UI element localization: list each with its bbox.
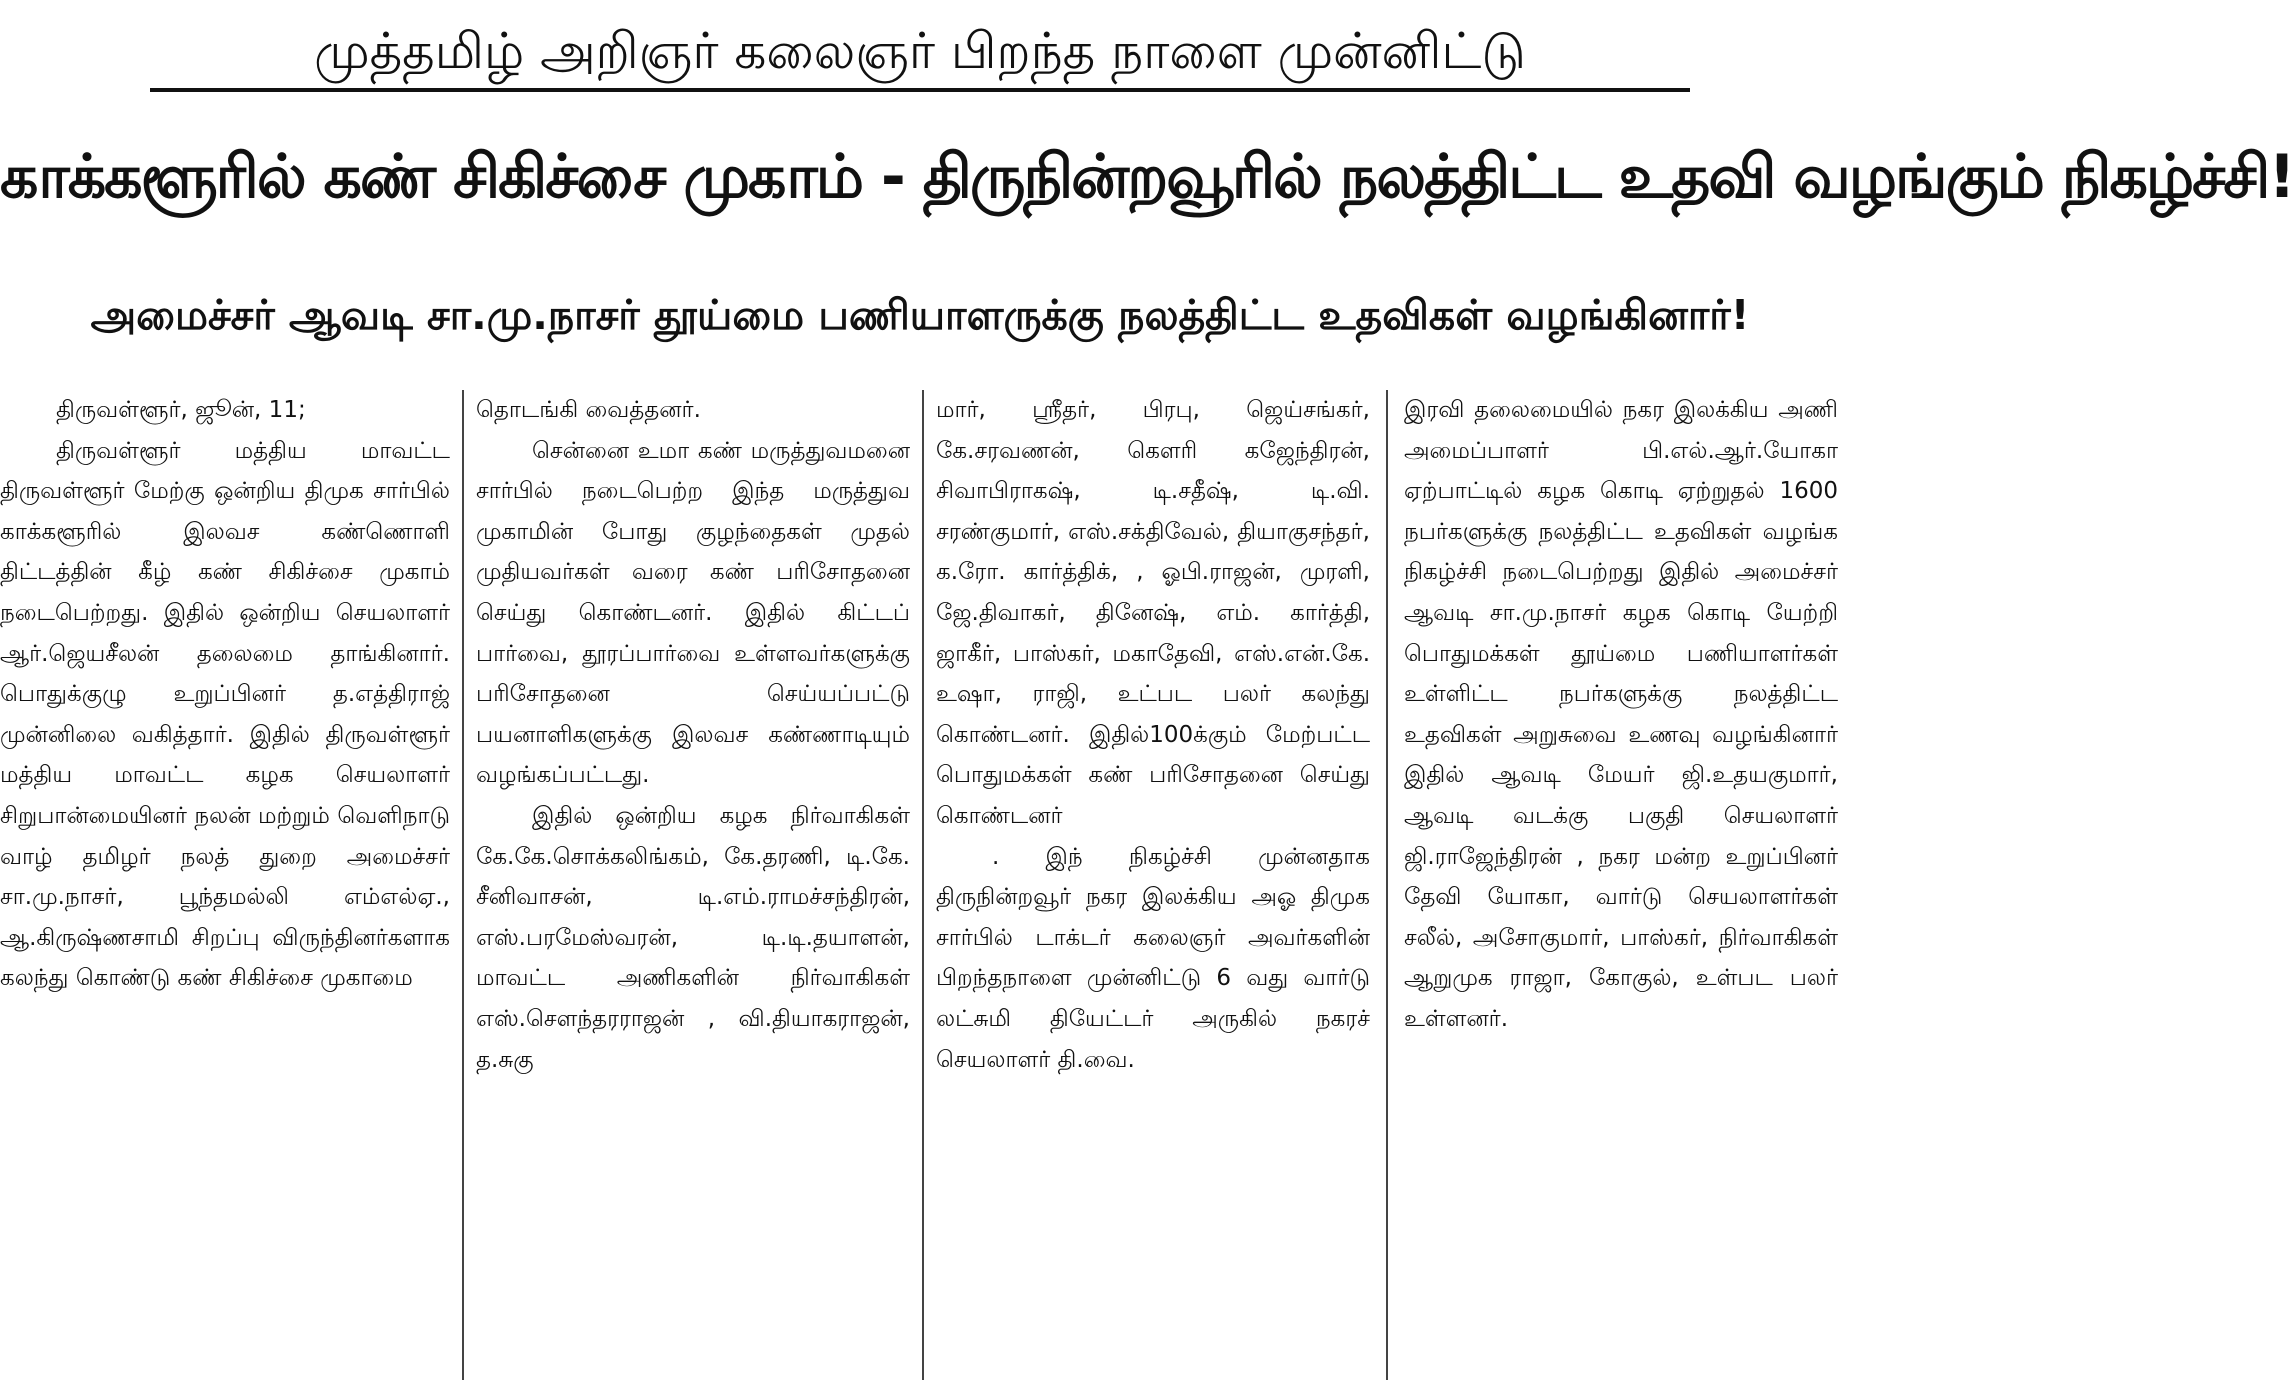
article-column-4 [1404, 390, 1838, 1380]
paragraph: சென்னை உமா கண் மருத்துவமனை சார்பில் நடைபெற்ற இந்த மருத்துவ முகாமின் போது குழந்தைகள் முதல் முதியவர்கள் வரை கண் பரிசோதனை செய்து கொண்டனர். இதில் கிட்டப் பார்வை, தூரப்பார்வை உள்ளவர்களுக்கு பரிசோதனை செய்யப்பட்டு பயனாளிகளுக்கு இலவச கண்ணாடியும் வழங்கப்பட்டது. [476, 437, 910, 789]
article-column-2 [476, 390, 910, 1380]
column-divider [922, 390, 924, 1380]
column-divider [462, 390, 464, 1380]
paragraph-continuation: தொடங்கி வைத்தனர். [476, 397, 701, 423]
paragraph: இதில் ஒன்றிய கழக நிர்வாகிகள் கே.கே.சொக்கலிங்கம், கே.தரணி, டி.கே. சீனிவாசன், டி.எம்.ராமச்சந்திரன், எஸ்.பரமேஸ்வரன், டி.டி.தயாளன், மாவட்ட அணிகளின் நிர்வாகிகள் எஸ்.சௌந்தரராஜன் , வி.தியாகராஜன், த.சுகு [476, 802, 910, 1073]
paragraph: திருவள்ளூர் மத்திய மாவட்ட திருவள்ளூர் மேற்கு ஒன்றிய திமுக சார்பில் காக்களூரில் இலவச கண்ணொளி திட்டத்தின் கீழ் கண் சிகிச்சை முகாம் நடைபெற்றது. இதில் ஒன்றிய செயலாளர் ஆர்.ஜெயசீலன் தலைமை தாங்கினார். பொதுக்குழு உறுப்பினர் த.எத்திராஜ் முன்னிலை வகித்தார். இதில் திருவள்ளூர் மத்திய மாவட்ட கழக செயலாளர் சிறுபான்மையினர் நலன் மற்றும் வெளிநாடு வாழ் தமிழர் நலத் துறை அமைச்சர் சா.மு.நாசர், பூந்தமல்லி எம்எல்ஏ., ஆ.கிருஷ்ணசாமி சிறப்பு விருந்தினர்களாக கலந்து கொண்டு கண் சிகிச்சை முகாமை [0, 437, 450, 992]
main-headline: காக்களூரில் கண் சிகிச்சை முகாம் - திருநின்றவூரில் நலத்திட்ட உதவி வழங்கும் நிகழ்ச்சி! [0, 142, 2294, 212]
paragraph-continuation: மார், ஸ்ரீதர், பிரபு, ஜெய்சங்கர், கே.சரவணன், கௌரி கஜேந்திரன், சிவாபிராகஷ், டி.சதீஷ், டி.வி. சரண்குமார், எஸ்.சக்திவேல், தியாகுசந்தர், க.ரோ. கார்த்திக், , ஓபி.ராஜன், முரளி, ஜே.திவாகர், தினேஷ், எம். கார்த்தி, ஜாகீர், பாஸ்கர், மகாதேவி, எஸ்.என்.கே. உஷா, ராஜி, உட்பட பலர் கலந்து கொண்டனர். இதில்100க்கும் மேற்பட்ட பொதுமக்கள் கண் பரிசோதனை செய்து கொண்டனர் [936, 397, 1370, 829]
article-column-1 [0, 390, 450, 1380]
column-divider [1386, 390, 1388, 1380]
kicker-underline [150, 88, 1690, 92]
paragraph: . இந் நிகழ்ச்சி முன்னதாக திருநின்றவூர் நகர இலக்கிய அஓ திமுக சார்பில் டாக்டர் கலைஞர் அவர்களின் பிறந்தநாளை முன்னிட்டு 6 வது வார்டு லட்சுமி தியேட்டர் அருகில் நகரச் செயலாளர் தி.வை. [936, 843, 1370, 1073]
dateline: திருவள்ளூர், ஜூன், 11; [56, 397, 306, 423]
article-column-3 [936, 390, 1370, 1380]
article-body [0, 390, 1838, 1380]
paragraph-continuation: இரவி தலைமையில் நகர இலக்கிய அணி அமைப்பாளர் பி.எல்.ஆர்.யோகா ஏற்பாட்டில் கழக கொடி ஏற்றுதல் 1600 நபர்களுக்கு நலத்திட்ட உதவிகள் வழங்க நிகழ்ச்சி நடைபெற்றது இதில் அமைச்சர் ஆவடி சா.மு.நாசர் கழக கொடி யேற்றி பொதுமக்கள் தூய்மை பணியாளர்கள் உள்ளிட்ட நபர்களுக்கு நலத்திட்ட உதவிகள் அறுசுவை உணவு வழங்கினார் இதில் ஆவடி மேயர் ஜி.உதயகுமார், ஆவடி வடக்கு பகுதி செயலாளர் ஜி.ராஜேந்திரன் , நகர மன்ற உறுப்பினர் தேவி யோகா, வார்டு செயலாளர்கள் சலீல், அசோகுமார், பாஸ்கர், நிர்வாகிகள் ஆறுமுக ராஜா, கோகுல், உள்பட பலர் உள்ளனர். [1404, 397, 1838, 1032]
subheadline: அமைச்சர் ஆவடி சா.மு.நாசர் தூய்மை பணியாளருக்கு நலத்திட்ட உதவிகள் வழங்கினார்! [90, 291, 1750, 339]
kicker-headline: முத்தமிழ் அறிஞர் கலைஞர் பிறந்த நாளை முன்னிட்டு [314, 22, 1526, 80]
